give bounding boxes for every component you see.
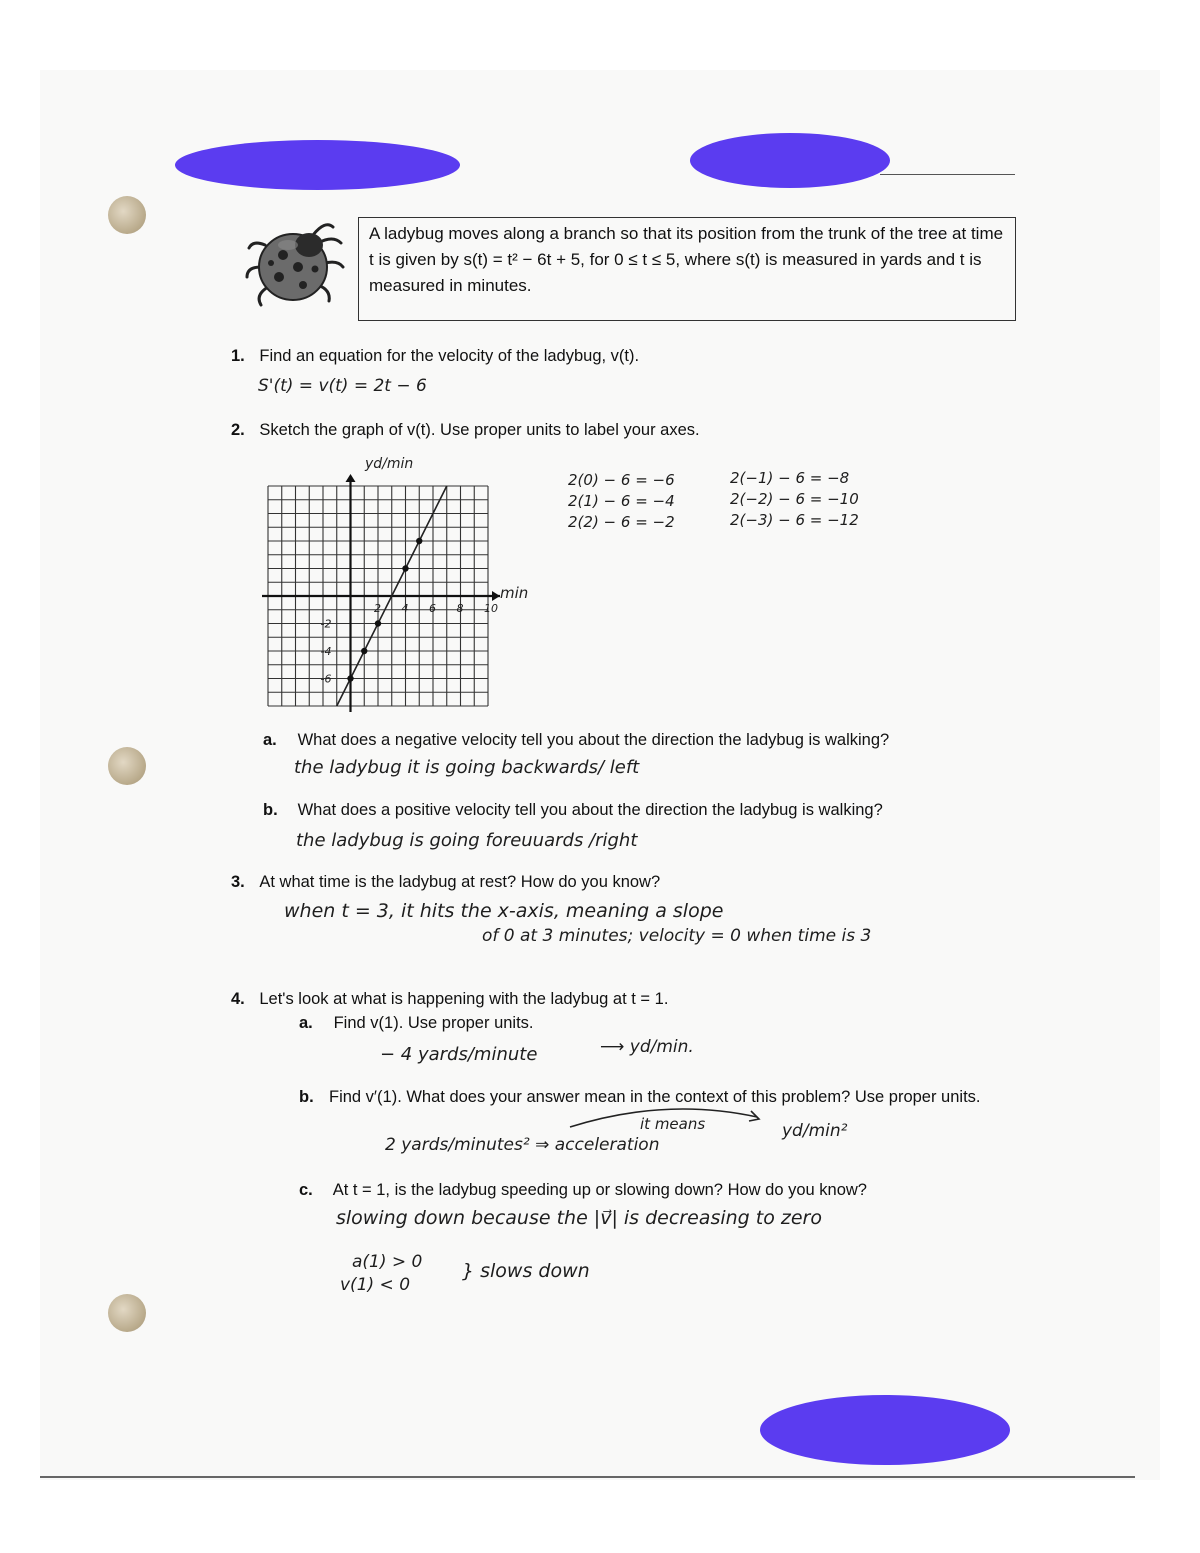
x-tick-label: 2 [374, 602, 381, 615]
question-1-text: Find an equation for the velocity of the ladybug, v(t). [259, 347, 640, 365]
calc-row: 2(−3) − 6 = −12 [730, 511, 859, 529]
question-2b-label: b. [263, 801, 278, 819]
x-tick-label: 6 [429, 602, 436, 615]
footer-rule [40, 1476, 1135, 1478]
calculation-column-2 [730, 468, 859, 531]
binder-hole-middle [108, 747, 146, 785]
question-3-text: At what time is the ladybug at rest? How do you know? [259, 873, 661, 891]
graph-tick-labels [321, 602, 499, 686]
question-4c-text: At t = 1, is the ladybug speeding up or slowing down? How do you know? [332, 1181, 867, 1199]
answer-4c-condition-1: a(1) > 0 [352, 1252, 423, 1272]
question-4b-label: b. [299, 1088, 314, 1106]
question-2b [263, 801, 883, 820]
question-1 [231, 347, 639, 366]
question-3 [231, 873, 660, 892]
intro-text: A ladybug moves along a branch so that its position from the trunk of the tree at time t is given by s(t) = t² − 6t + 5, for 0 ≤ t ≤ 5, where s(t) is measured in yards and t is measured in minutes. [369, 224, 1004, 295]
redaction-footer [760, 1395, 1010, 1465]
data-point [361, 648, 367, 654]
question-1-number: 1. [231, 347, 245, 365]
question-2-number: 2. [231, 421, 245, 439]
calc-row: 2(0) − 6 = −6 [568, 471, 675, 489]
answer-4c-conclusion: } slows down [462, 1260, 590, 1282]
answer-3-line-1: when t = 3, it hits the x-axis, meaning a slope [284, 900, 724, 922]
question-4a-text: Find v(1). Use proper units. [333, 1014, 534, 1032]
y-tick-label: -6 [320, 672, 332, 686]
x-axis-arrow-icon [492, 591, 500, 601]
calc-row: 2(2) − 6 = −2 [568, 513, 675, 531]
question-2 [231, 421, 700, 440]
question-3-number: 3. [231, 873, 245, 891]
question-4 [231, 990, 668, 1009]
answer-4b-units: yd/min² [782, 1121, 848, 1141]
data-point [347, 675, 353, 681]
ladybug-icon [243, 215, 348, 310]
question-4-number: 4. [231, 990, 245, 1008]
answer-4c: slowing down because the |v⃗| is decreasing to zero [336, 1207, 822, 1229]
data-point [375, 620, 381, 626]
question-4c-label: c. [299, 1181, 313, 1199]
question-2a-text: What does a negative velocity tell you about the direction the ladybug is walking? [297, 731, 890, 749]
question-4b-text: Find v′(1). What does your answer mean in the context of this problem? Use proper units. [329, 1088, 981, 1106]
calculation-column-1 [568, 470, 675, 533]
binder-hole-bottom [108, 1294, 146, 1332]
y-tick-label: -4 [320, 645, 332, 658]
problem-intro-box [358, 217, 1016, 321]
header-rule [880, 174, 1015, 175]
x-tick-label: 8 [456, 602, 464, 615]
answer-1: S'(t) = v(t) = 2t − 6 [258, 376, 427, 396]
answer-4b: 2 yards/minutes² ⇒ acceleration [385, 1135, 660, 1155]
x-tick-label: 4 [401, 602, 409, 615]
answer-3-line-2: of 0 at 3 minutes; velocity = 0 when time is 3 [482, 926, 872, 946]
graph-axes [262, 474, 500, 712]
answer-4b-note: it means [640, 1115, 706, 1133]
answer-4a: − 4 yards/minute [380, 1044, 538, 1065]
redaction-date [690, 133, 890, 188]
data-point [416, 538, 422, 544]
graph-x-axis-label: min [500, 584, 529, 602]
question-2a [263, 731, 889, 750]
calc-row: 2(−2) − 6 = −10 [730, 490, 859, 508]
answer-2a: the ladybug it is going backwards/ left [294, 757, 640, 778]
velocity-graph [240, 450, 550, 720]
calc-row: 2(1) − 6 = −4 [568, 492, 675, 510]
question-4a [299, 1014, 534, 1033]
x-tick-label: 10 [484, 602, 498, 615]
question-4a-label: a. [299, 1014, 313, 1032]
redaction-name [175, 140, 460, 190]
data-point [402, 565, 408, 571]
calc-row: 2(−1) − 6 = −8 [730, 469, 850, 487]
binder-hole-top [108, 196, 146, 234]
answer-4a-units: ⟶ yd/min. [600, 1037, 694, 1057]
y-tick-label: -2 [320, 617, 332, 631]
question-4-text: Let's look at what is happening with the ladybug at t = 1. [259, 990, 669, 1008]
question-4c [299, 1181, 867, 1200]
answer-4b-arrow-icon [565, 1103, 775, 1133]
question-2b-text: What does a positive velocity tell you about the direction the ladybug is walking? [297, 801, 883, 819]
answer-2b: the ladybug is going foreuuards /right [296, 830, 638, 851]
question-2-text: Sketch the graph of v(t). Use proper units to label your axes. [259, 421, 700, 439]
answer-4c-condition-2: v(1) < 0 [340, 1275, 411, 1295]
question-2a-label: a. [263, 731, 277, 749]
y-axis-arrow-icon [346, 474, 356, 482]
graph-y-axis-label: yd/min [365, 456, 414, 472]
